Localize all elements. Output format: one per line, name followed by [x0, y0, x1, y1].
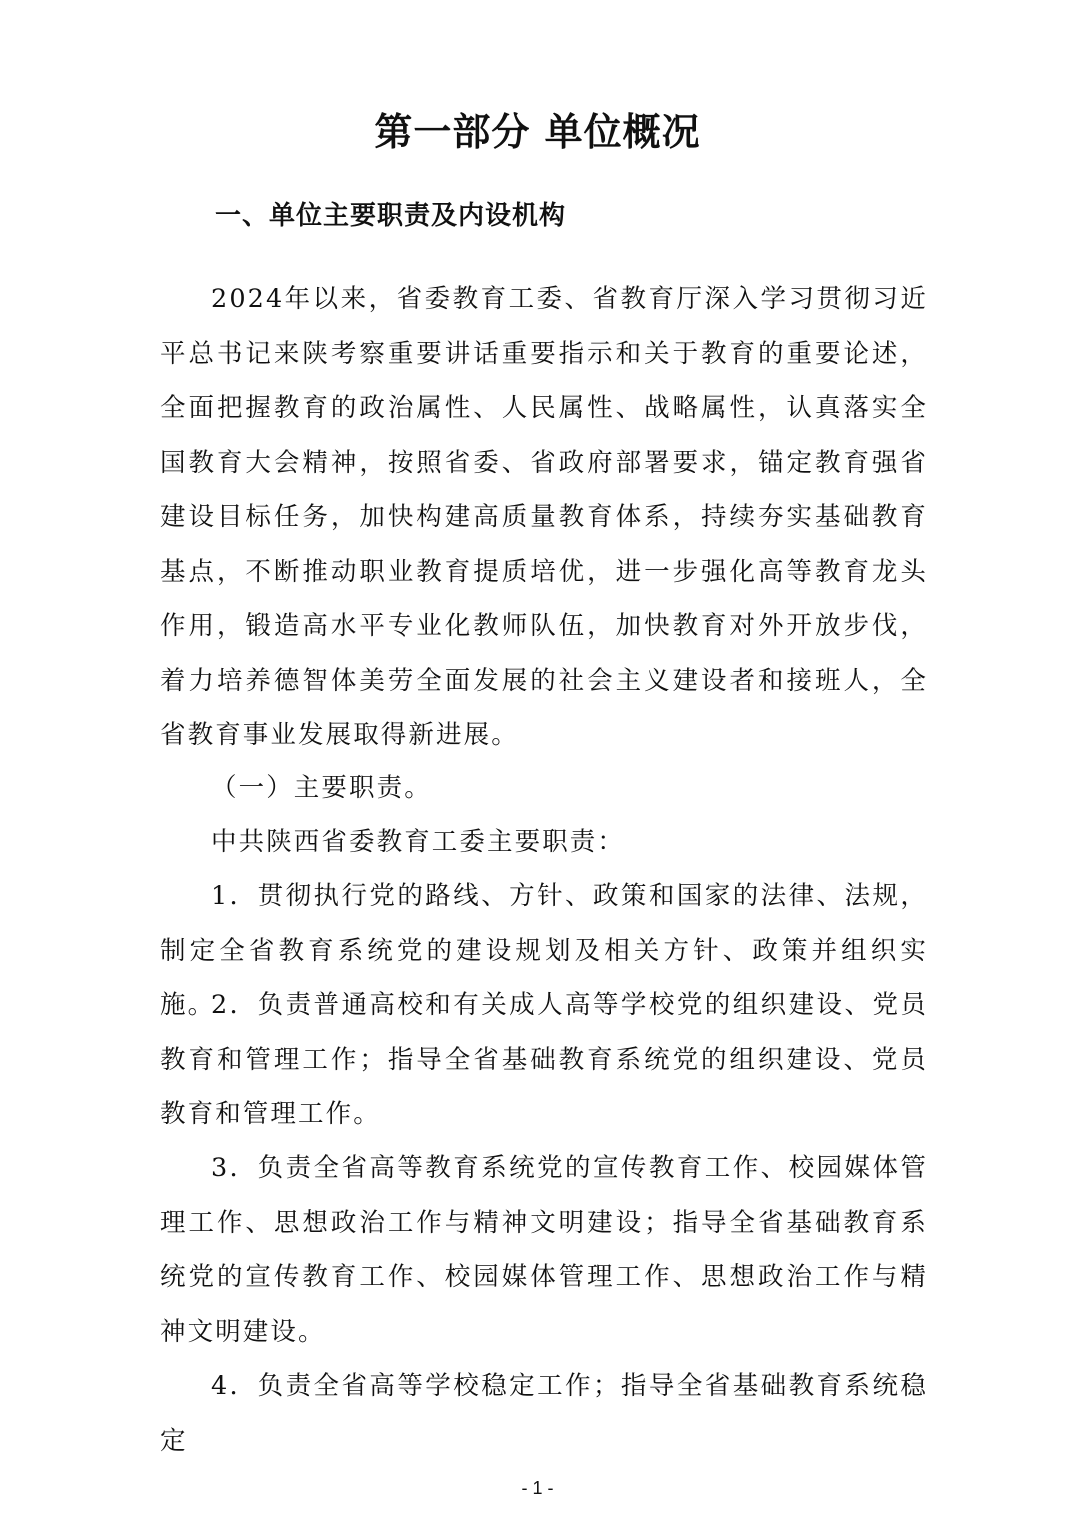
duty-item-2: 2．负责普通高校和有关成人高等学校党的组织建设、党员教育和管理工作；指导全省基础教育系统党的组织建设、党员教育和管理工作。	[160, 990, 928, 1129]
duties-subheading: （一）主要职责。	[211, 773, 432, 803]
page-number: - 1 -	[521, 1478, 554, 1498]
duty-item-4: 4．负责全省高等学校稳定工作；指导全省基础教育系统稳定	[160, 1371, 928, 1456]
duty-item-1: 1．贯彻执行党的路线、方针、政策和国家的法律、法规，制定全省教育系统党的建设规划及相关方针、政策并组织实施。	[160, 881, 928, 1020]
intro-paragraph: 2024年以来，省委教育工委、省教育厅深入学习贯彻习近平总书记来陕考察重要讲话重要指示和关于教育的重要论述，全面把握教育的政治属性、人民属性、战略属性，认真落实全国教育大会精神，按照省委、省政府部署要求，锚定教育强省建设目标任务，加快构建高质量教育体系，持续夯实基础教育基点，不断推动职业教育提质培优，进一步强化高等教育龙头作用，锻造高水平专业化教师队伍，加快教育对外开放步伐，着力培养德智体美劳全面发展的社会主义建设者和接班人，全省教育事业发展取得新进展。	[160, 284, 928, 750]
org-duties-line: 中共陕西省委教育工委主要职责：	[211, 827, 626, 857]
page-title: 第一部分 单位概况	[374, 109, 701, 154]
duty-item-3: 3．负责全省高等教育系统党的宣传教育工作、校园媒体管理工作、思想政治工作与精神文明建设；指导全省基础教育系统党的宣传教育工作、校园媒体管理工作、思想政治工作与精神文明建设。	[160, 1153, 928, 1347]
section-heading: 一、单位主要职责及内设机构	[215, 201, 567, 231]
